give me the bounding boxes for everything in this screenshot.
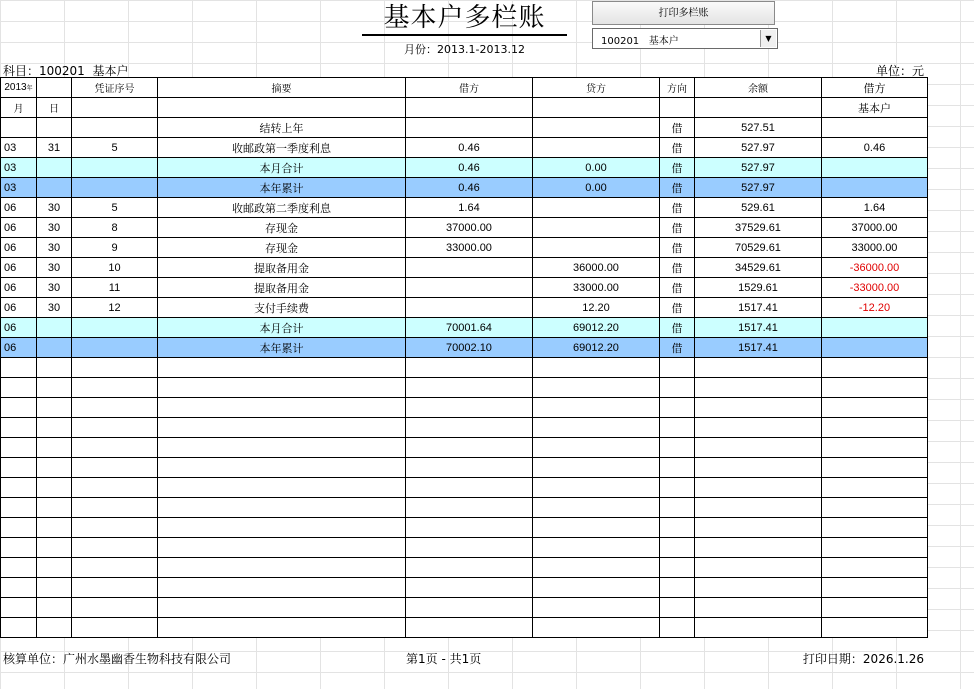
cell-voucher[interactable]: 12 xyxy=(72,298,158,318)
cell-day[interactable]: 31 xyxy=(37,138,72,158)
cell-voucher[interactable] xyxy=(72,498,158,518)
cell-month[interactable] xyxy=(1,578,37,598)
cell-credit[interactable] xyxy=(533,518,660,538)
cell-direction[interactable] xyxy=(660,378,695,398)
cell-credit[interactable] xyxy=(533,378,660,398)
print-ledger-button[interactable]: 打印多栏账 xyxy=(592,1,775,25)
cell-voucher[interactable] xyxy=(72,318,158,338)
cell-voucher[interactable] xyxy=(72,378,158,398)
cell-credit[interactable] xyxy=(533,618,660,638)
empty-row xyxy=(1,558,928,578)
cell-debit-column[interactable] xyxy=(822,558,928,578)
cell-day[interactable] xyxy=(37,418,72,438)
cell-day[interactable]: 30 xyxy=(37,278,72,298)
cell-credit[interactable]: 69012.20 xyxy=(533,318,660,338)
cell-day[interactable] xyxy=(37,398,72,418)
cell-credit[interactable] xyxy=(533,598,660,618)
cell-voucher[interactable] xyxy=(72,458,158,478)
cell-balance[interactable] xyxy=(695,578,822,598)
cell-day[interactable] xyxy=(37,158,72,178)
cell-credit[interactable] xyxy=(533,438,660,458)
cell-credit[interactable] xyxy=(533,238,660,258)
cell-balance[interactable]: 70529.61 xyxy=(695,238,822,258)
cell-debit-column[interactable] xyxy=(822,458,928,478)
empty-row xyxy=(1,618,928,638)
cell-debit[interactable]: 33000.00 xyxy=(406,238,533,258)
cell-credit[interactable] xyxy=(533,138,660,158)
cell-summary[interactable] xyxy=(158,538,406,558)
cell-debit-column[interactable] xyxy=(822,418,928,438)
chevron-down-icon[interactable]: ▼ xyxy=(760,30,776,47)
cell-credit[interactable]: 33000.00 xyxy=(533,278,660,298)
cell-day[interactable] xyxy=(37,458,72,478)
header-sub-column: 基本户 xyxy=(822,98,928,118)
cell-debit[interactable] xyxy=(406,438,533,458)
cell-day[interactable] xyxy=(37,478,72,498)
cell-voucher[interactable] xyxy=(72,558,158,578)
cell-debit-column[interactable] xyxy=(822,338,928,358)
cell-month[interactable] xyxy=(1,558,37,578)
cell-credit[interactable]: 0.00 xyxy=(533,158,660,178)
cell-credit[interactable] xyxy=(533,498,660,518)
cell-month[interactable]: 06 xyxy=(1,258,37,278)
unit-label: 单位：元 xyxy=(875,64,924,78)
cell-debit[interactable] xyxy=(406,538,533,558)
cell-debit-column[interactable] xyxy=(822,598,928,618)
header-voucher: 凭证序号 xyxy=(72,78,158,98)
cell-direction[interactable] xyxy=(660,618,695,638)
cell-credit[interactable] xyxy=(533,398,660,418)
cell-credit[interactable]: 0.00 xyxy=(533,178,660,198)
cell-month[interactable]: 03 xyxy=(1,158,37,178)
header-summary: 摘要 xyxy=(158,78,406,98)
cell-credit[interactable] xyxy=(533,558,660,578)
cell-debit-column[interactable] xyxy=(822,578,928,598)
empty-row xyxy=(1,438,928,458)
cell-summary[interactable]: 本年累计 xyxy=(158,178,406,198)
cell-summary[interactable]: 本月合计 xyxy=(158,158,406,178)
cell-month[interactable] xyxy=(1,458,37,478)
cell-direction[interactable] xyxy=(660,458,695,478)
cell-balance[interactable] xyxy=(695,538,822,558)
cell-month[interactable] xyxy=(1,398,37,418)
table-row xyxy=(1,238,928,258)
cell-debit[interactable] xyxy=(406,378,533,398)
cell-balance[interactable]: 529.61 xyxy=(695,198,822,218)
cell-voucher[interactable]: 9 xyxy=(72,238,158,258)
cell-direction[interactable] xyxy=(660,558,695,578)
cell-debit[interactable] xyxy=(406,578,533,598)
cell-balance[interactable] xyxy=(695,558,822,578)
cell-balance[interactable]: 1517.41 xyxy=(695,298,822,318)
table-row xyxy=(1,218,928,238)
cell-debit-column[interactable] xyxy=(822,358,928,378)
cell-voucher[interactable] xyxy=(72,478,158,498)
cell-balance[interactable]: 34529.61 xyxy=(695,258,822,278)
cell-voucher[interactable] xyxy=(72,618,158,638)
header-empty xyxy=(533,98,660,118)
cell-voucher[interactable] xyxy=(72,518,158,538)
table-row xyxy=(1,318,928,338)
cell-balance[interactable] xyxy=(695,518,822,538)
cell-debit-column[interactable] xyxy=(822,518,928,538)
cell-day[interactable] xyxy=(37,558,72,578)
cell-debit-column[interactable] xyxy=(822,498,928,518)
cell-summary[interactable]: 结转上年 xyxy=(158,118,406,138)
cell-month[interactable] xyxy=(1,118,37,138)
cell-balance[interactable] xyxy=(695,398,822,418)
cell-balance[interactable] xyxy=(695,458,822,478)
cell-direction[interactable] xyxy=(660,418,695,438)
cell-day[interactable] xyxy=(37,318,72,338)
cell-month[interactable]: 06 xyxy=(1,218,37,238)
header-debit: 借方 xyxy=(406,78,533,98)
header-empty xyxy=(72,98,158,118)
cell-summary[interactable] xyxy=(158,618,406,638)
cell-day[interactable] xyxy=(37,578,72,598)
cell-credit[interactable]: 36000.00 xyxy=(533,258,660,278)
cell-debit-column[interactable]: -33000.00 xyxy=(822,278,928,298)
cell-month[interactable]: 06 xyxy=(1,198,37,218)
cell-debit-column[interactable] xyxy=(822,538,928,558)
cell-month[interactable]: 06 xyxy=(1,278,37,298)
cell-summary[interactable]: 本月合计 xyxy=(158,318,406,338)
cell-debit[interactable] xyxy=(406,598,533,618)
cell-balance[interactable]: 527.97 xyxy=(695,158,822,178)
cell-direction[interactable] xyxy=(660,498,695,518)
subject-label: 科目：100201 基本户 xyxy=(3,64,129,78)
cell-voucher[interactable] xyxy=(72,578,158,598)
cell-debit[interactable] xyxy=(406,518,533,538)
cell-debit[interactable] xyxy=(406,498,533,518)
cell-direction[interactable] xyxy=(660,438,695,458)
cell-balance[interactable]: 527.51 xyxy=(695,118,822,138)
cell-direction[interactable]: 借 xyxy=(660,338,695,358)
cell-month[interactable]: 06 xyxy=(1,238,37,258)
cell-summary[interactable] xyxy=(158,558,406,578)
cell-voucher[interactable] xyxy=(72,118,158,138)
cell-day[interactable] xyxy=(37,618,72,638)
cell-credit[interactable] xyxy=(533,198,660,218)
header-direction: 方向 xyxy=(660,78,695,98)
cell-month[interactable] xyxy=(1,358,37,378)
cell-direction[interactable] xyxy=(660,538,695,558)
cell-debit[interactable] xyxy=(406,358,533,378)
cell-balance[interactable]: 1529.61 xyxy=(695,278,822,298)
account-select[interactable] xyxy=(592,28,778,49)
cell-summary[interactable] xyxy=(158,458,406,478)
cell-summary[interactable] xyxy=(158,518,406,538)
cell-debit-column[interactable] xyxy=(822,378,928,398)
cell-direction[interactable] xyxy=(660,358,695,378)
header-empty xyxy=(406,98,533,118)
cell-summary[interactable] xyxy=(158,578,406,598)
header-empty xyxy=(695,98,822,118)
cell-voucher[interactable]: 8 xyxy=(72,218,158,238)
cell-day[interactable] xyxy=(37,178,72,198)
header-empty xyxy=(660,98,695,118)
cell-debit[interactable] xyxy=(406,258,533,278)
cell-summary[interactable]: 提取备用金 xyxy=(158,258,406,278)
cell-debit[interactable]: 70001.64 xyxy=(406,318,533,338)
empty-row xyxy=(1,398,928,418)
cell-direction[interactable]: 借 xyxy=(660,198,695,218)
cell-direction[interactable]: 借 xyxy=(660,218,695,238)
cell-debit[interactable] xyxy=(406,398,533,418)
cell-direction[interactable]: 借 xyxy=(660,318,695,338)
cell-summary[interactable] xyxy=(158,418,406,438)
empty-row xyxy=(1,498,928,518)
header-credit: 贷方 xyxy=(533,78,660,98)
cell-balance[interactable] xyxy=(695,358,822,378)
cell-summary[interactable]: 提取备用金 xyxy=(158,278,406,298)
cell-balance[interactable] xyxy=(695,418,822,438)
cell-debit[interactable]: 37000.00 xyxy=(406,218,533,238)
cell-credit[interactable] xyxy=(533,478,660,498)
cell-debit[interactable]: 0.46 xyxy=(406,138,533,158)
cell-debit-column[interactable] xyxy=(822,178,928,198)
cell-month[interactable] xyxy=(1,438,37,458)
cell-debit[interactable] xyxy=(406,478,533,498)
cell-debit-column[interactable] xyxy=(822,158,928,178)
cell-balance[interactable] xyxy=(695,478,822,498)
empty-row xyxy=(1,378,928,398)
cell-voucher[interactable]: 5 xyxy=(72,138,158,158)
cell-month[interactable]: 03 xyxy=(1,178,37,198)
cell-balance[interactable] xyxy=(695,438,822,458)
cell-month[interactable]: 06 xyxy=(1,338,37,358)
empty-row xyxy=(1,358,928,378)
cell-direction[interactable] xyxy=(660,598,695,618)
cell-debit[interactable]: 70002.10 xyxy=(406,338,533,358)
cell-voucher[interactable] xyxy=(72,598,158,618)
cell-credit[interactable] xyxy=(533,358,660,378)
cell-debit-column[interactable]: -36000.00 xyxy=(822,258,928,278)
cell-direction[interactable] xyxy=(660,518,695,538)
cell-summary[interactable]: 本年累计 xyxy=(158,338,406,358)
cell-summary[interactable] xyxy=(158,498,406,518)
cell-summary[interactable]: 支付手续费 xyxy=(158,298,406,318)
cell-direction[interactable] xyxy=(660,578,695,598)
cell-debit-column[interactable]: 37000.00 xyxy=(822,218,928,238)
cell-debit-column[interactable] xyxy=(822,398,928,418)
cell-debit-column[interactable]: 1.64 xyxy=(822,198,928,218)
cell-day[interactable] xyxy=(37,378,72,398)
cell-direction[interactable]: 借 xyxy=(660,238,695,258)
cell-month[interactable]: 06 xyxy=(1,318,37,338)
cell-day[interactable]: 30 xyxy=(37,238,72,258)
cell-month[interactable] xyxy=(1,498,37,518)
cell-balance[interactable]: 527.97 xyxy=(695,138,822,158)
cell-debit-column[interactable] xyxy=(822,438,928,458)
header-debit-column: 借方 xyxy=(822,78,928,98)
cell-debit-column[interactable] xyxy=(822,478,928,498)
header-balance: 余额 xyxy=(695,78,822,98)
cell-direction[interactable]: 借 xyxy=(660,138,695,158)
cell-month[interactable] xyxy=(1,478,37,498)
cell-summary[interactable]: 收邮政第二季度利息 xyxy=(158,198,406,218)
cell-day[interactable]: 30 xyxy=(37,198,72,218)
cell-day[interactable] xyxy=(37,438,72,458)
table-row xyxy=(1,158,928,178)
cell-balance[interactable]: 1517.41 xyxy=(695,338,822,358)
header-month: 月 xyxy=(1,98,37,118)
cell-voucher[interactable] xyxy=(72,538,158,558)
cell-summary[interactable] xyxy=(158,438,406,458)
cell-debit[interactable]: 0.46 xyxy=(406,158,533,178)
cell-summary[interactable]: 收邮政第一季度利息 xyxy=(158,138,406,158)
cell-direction[interactable]: 借 xyxy=(660,258,695,278)
cell-debit[interactable] xyxy=(406,618,533,638)
cell-voucher[interactable]: 11 xyxy=(72,278,158,298)
cell-summary[interactable]: 存现金 xyxy=(158,218,406,238)
cell-day[interactable] xyxy=(37,358,72,378)
cell-direction[interactable]: 借 xyxy=(660,118,695,138)
page-indicator: 第1页 - 共1页 xyxy=(406,652,482,666)
cell-debit[interactable] xyxy=(406,298,533,318)
cell-debit-column[interactable]: 0.46 xyxy=(822,138,928,158)
empty-row xyxy=(1,538,928,558)
cell-day[interactable]: 30 xyxy=(37,298,72,318)
table-row xyxy=(1,178,928,198)
empty-row xyxy=(1,578,928,598)
empty-row xyxy=(1,478,928,498)
table-row xyxy=(1,198,928,218)
cell-credit[interactable] xyxy=(533,118,660,138)
cell-debit[interactable] xyxy=(406,278,533,298)
cell-voucher[interactable]: 10 xyxy=(72,258,158,278)
cell-month[interactable] xyxy=(1,518,37,538)
cell-debit[interactable] xyxy=(406,118,533,138)
cell-debit[interactable]: 1.64 xyxy=(406,198,533,218)
cell-debit-column[interactable]: 33000.00 xyxy=(822,238,928,258)
cell-month[interactable] xyxy=(1,378,37,398)
cell-day[interactable] xyxy=(37,538,72,558)
cell-summary[interactable] xyxy=(158,598,406,618)
cell-day[interactable] xyxy=(37,498,72,518)
cell-balance[interactable]: 527.97 xyxy=(695,178,822,198)
cell-credit[interactable]: 69012.20 xyxy=(533,338,660,358)
cell-summary[interactable] xyxy=(158,478,406,498)
ledger-table xyxy=(0,77,928,638)
cell-debit-column[interactable] xyxy=(822,618,928,638)
cell-voucher[interactable] xyxy=(72,358,158,378)
cell-debit[interactable] xyxy=(406,458,533,478)
header-empty xyxy=(37,78,72,98)
cell-month[interactable]: 06 xyxy=(1,298,37,318)
header-row-2 xyxy=(1,98,928,118)
cell-voucher[interactable]: 5 xyxy=(72,198,158,218)
report-title: 基本户多栏账 xyxy=(362,2,567,36)
cell-direction[interactable]: 借 xyxy=(660,178,695,198)
cell-voucher[interactable] xyxy=(72,338,158,358)
table-row xyxy=(1,258,928,278)
table-row xyxy=(1,118,928,138)
cell-debit-column[interactable] xyxy=(822,118,928,138)
cell-debit[interactable]: 0.46 xyxy=(406,178,533,198)
cell-month[interactable] xyxy=(1,618,37,638)
cell-summary[interactable] xyxy=(158,398,406,418)
cell-direction[interactable] xyxy=(660,398,695,418)
cell-voucher[interactable] xyxy=(72,418,158,438)
cell-day[interactable]: 30 xyxy=(37,258,72,278)
cell-credit[interactable]: 12.20 xyxy=(533,298,660,318)
cell-voucher[interactable] xyxy=(72,158,158,178)
cell-month[interactable] xyxy=(1,598,37,618)
cell-day[interactable] xyxy=(37,338,72,358)
cell-month[interactable] xyxy=(1,418,37,438)
cell-direction[interactable]: 借 xyxy=(660,298,695,318)
cell-credit[interactable] xyxy=(533,218,660,238)
cell-balance[interactable] xyxy=(695,378,822,398)
cell-credit[interactable] xyxy=(533,418,660,438)
cell-day[interactable]: 30 xyxy=(37,218,72,238)
cell-voucher[interactable] xyxy=(72,178,158,198)
cell-debit-column[interactable] xyxy=(822,318,928,338)
cell-credit[interactable] xyxy=(533,458,660,478)
cell-direction[interactable] xyxy=(660,478,695,498)
cell-summary[interactable] xyxy=(158,378,406,398)
cell-balance[interactable] xyxy=(695,598,822,618)
empty-row xyxy=(1,598,928,618)
cell-balance[interactable] xyxy=(695,498,822,518)
cell-balance[interactable] xyxy=(695,618,822,638)
empty-row xyxy=(1,418,928,438)
cell-voucher[interactable] xyxy=(72,438,158,458)
header-year: 2013年 xyxy=(1,78,37,98)
cell-direction[interactable]: 借 xyxy=(660,278,695,298)
table-row xyxy=(1,338,928,358)
cell-voucher[interactable] xyxy=(72,398,158,418)
accounting-unit-label: 核算单位：广州水墨幽香生物科技有限公司 xyxy=(3,652,232,666)
cell-month[interactable] xyxy=(1,538,37,558)
account-select-value: 100201 基本户 xyxy=(601,36,679,47)
header-day: 日 xyxy=(37,98,72,118)
cell-credit[interactable] xyxy=(533,578,660,598)
print-date-label: 打印日期：2026.1.26 xyxy=(802,652,924,666)
cell-summary[interactable] xyxy=(158,358,406,378)
cell-debit[interactable] xyxy=(406,418,533,438)
cell-debit[interactable] xyxy=(406,558,533,578)
cell-day[interactable] xyxy=(37,518,72,538)
cell-credit[interactable] xyxy=(533,538,660,558)
table-row xyxy=(1,138,928,158)
header-row-1 xyxy=(1,78,928,98)
cell-day[interactable] xyxy=(37,598,72,618)
empty-row xyxy=(1,458,928,478)
empty-row xyxy=(1,518,928,538)
table-row xyxy=(1,278,928,298)
cell-direction[interactable]: 借 xyxy=(660,158,695,178)
cell-debit-column[interactable]: -12.20 xyxy=(822,298,928,318)
period-label: 月份：2013.1-2013.12 xyxy=(404,43,525,56)
table-row xyxy=(1,298,928,318)
ledger-body xyxy=(1,118,928,638)
cell-balance[interactable]: 1517.41 xyxy=(695,318,822,338)
cell-day[interactable] xyxy=(37,118,72,138)
cell-month[interactable]: 03 xyxy=(1,138,37,158)
header-empty xyxy=(158,98,406,118)
cell-summary[interactable]: 存现金 xyxy=(158,238,406,258)
cell-balance[interactable]: 37529.61 xyxy=(695,218,822,238)
